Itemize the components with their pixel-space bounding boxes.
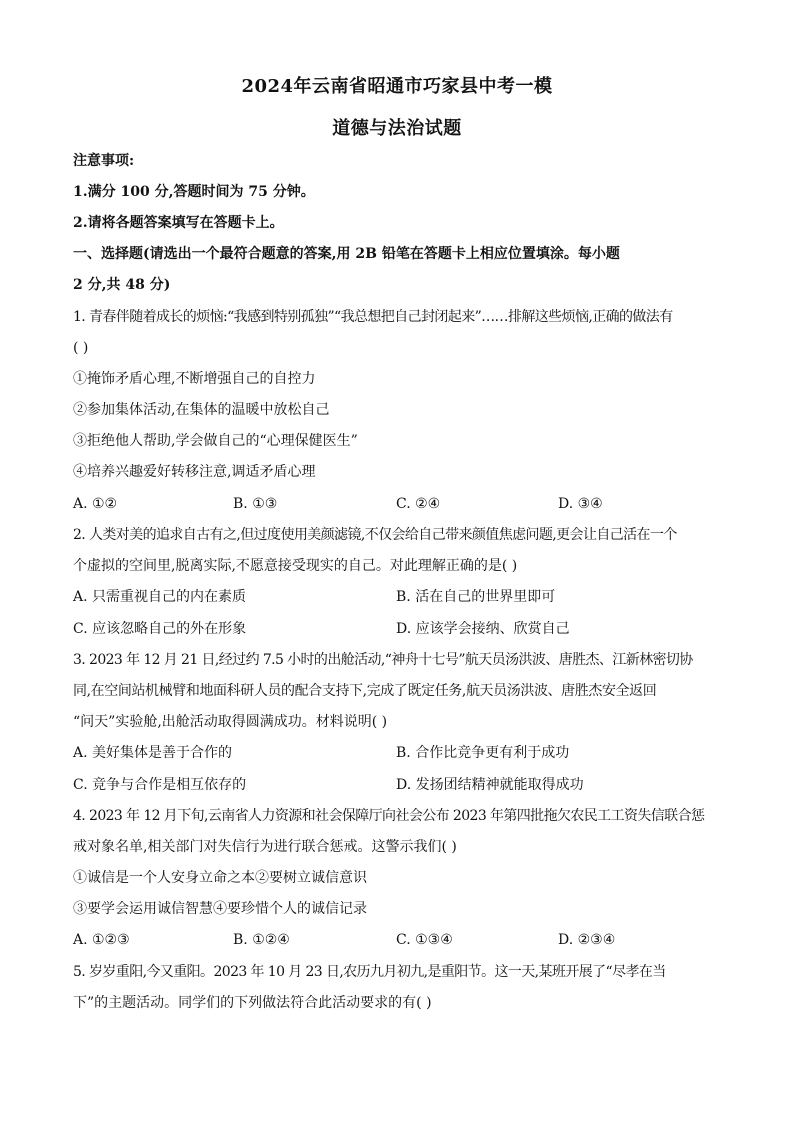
q1-option-a: A. ①②	[73, 496, 118, 512]
q2-option-a: A. 只需重视自己的内在素质	[73, 589, 247, 605]
notice-item-2: 2.请将各题答案填写在答题卡上。	[73, 215, 284, 231]
q2-option-c: C. 应该忽略自己的外在形象	[73, 621, 247, 637]
section-heading-line-2: 2 分,共 48 分)	[73, 277, 171, 293]
q4-option-c: C. ①③④	[396, 932, 453, 948]
q1-stem-line-2: ( )	[73, 340, 89, 356]
q5-stem-line-1: 5. 岁岁重阳,今又重阳。2023 年 10 月 23 日,农历九月初九,是重阳节。这一天,某班开展了“尽孝在当	[73, 964, 666, 980]
q1-statement-4: ④培养兴趣爱好转移注意,调适矛盾心理	[73, 464, 316, 480]
q3-option-a: A. 美好集体是善于合作的	[73, 745, 233, 761]
q3-option-b: B. 合作比竞争更有利于成功	[396, 745, 570, 761]
q2-option-d: D. 应该学会接纳、欣赏自己	[396, 621, 570, 637]
q2-option-b: B. 活在自己的世界里即可	[396, 589, 556, 605]
q4-option-d: D. ②③④	[558, 932, 616, 948]
q1-option-d: D. ③④	[558, 496, 603, 512]
q4-stem-line-1: 4. 2023 年 12 月下旬,云南省人力资源和社会保障厅向社会公布 2023 年第四批拖欠农民工工资失信联合惩	[73, 808, 705, 824]
q2-stem-line-2: 个虚拟的空间里,脱离实际,不愿意接受现实的自己。对此理解正确的是( )	[73, 558, 518, 574]
q4-statement-1: ①诚信是一个人安身立命之本②要树立诚信意识	[73, 870, 367, 886]
section-heading-line-1: 一、选择题(请选出一个最符合题意的答案,用 2B 铅笔在答题卡上相应位置填涂。每小题	[73, 246, 620, 262]
q4-option-b: B. ①②④	[233, 932, 290, 948]
q1-option-b: B. ①③	[233, 496, 278, 512]
q4-statement-2: ③要学会运用诚信智慧④要珍惜个人的诚信记录	[73, 901, 367, 917]
q1-statement-3: ③拒绝他人帮助,学会做自己的“心理保健医生”	[73, 433, 358, 449]
q1-stem-line-1: 1. 青春伴随着成长的烦恼:“我感到特别孤独”“我总想把自己封闭起来”……排解这些烦恼,正确的做法有	[73, 309, 673, 325]
q3-option-d: D. 发扬团结精神就能取得成功	[396, 777, 584, 793]
q3-stem-line-3: “问天”实验舱,出舱活动取得圆满成功。材料说明( )	[73, 714, 388, 730]
q1-option-c: C. ②④	[396, 496, 441, 512]
q3-stem-line-1: 3. 2023 年 12 月 21 日,经过约 7.5 小时的出舱活动,“神舟十七号”航天员汤洪波、唐胜杰、江新林密切协	[73, 652, 693, 668]
q5-stem-line-2: 下”的主题活动。同学们的下列做法符合此活动要求的有( )	[73, 995, 432, 1011]
q2-stem-line-1: 2. 人类对美的追求自古有之,但过度使用美颜滤镜,不仅会给自己带来颜值焦虑问题,更会让自己活在一个	[73, 527, 677, 543]
q1-statement-1: ①掩饰矛盾心理,不断增强自己的自控力	[73, 371, 316, 387]
q3-option-c: C. 竞争与合作是相互依存的	[73, 777, 247, 793]
exam-title: 2024年云南省昭通市巧家县中考一模	[241, 76, 553, 97]
q4-stem-line-2: 戒对象名单,相关部门对失信行为进行联合惩戒。这警示我们( )	[73, 839, 457, 855]
q4-option-a: A. ①②③	[73, 932, 130, 948]
notice-item-1: 1.满分 100 分,答题时间为 75 分钟。	[73, 184, 315, 200]
q3-stem-line-2: 同,在空间站机械臂和地面科研人员的配合支持下,完成了既定任务,航天员汤洪波、唐胜杰安全返回	[73, 683, 657, 699]
notice-heading: 注意事项:	[73, 153, 135, 169]
q1-statement-2: ②参加集体活动,在集体的温暖中放松自己	[73, 402, 330, 418]
exam-subtitle: 道德与法治试题	[332, 118, 462, 139]
